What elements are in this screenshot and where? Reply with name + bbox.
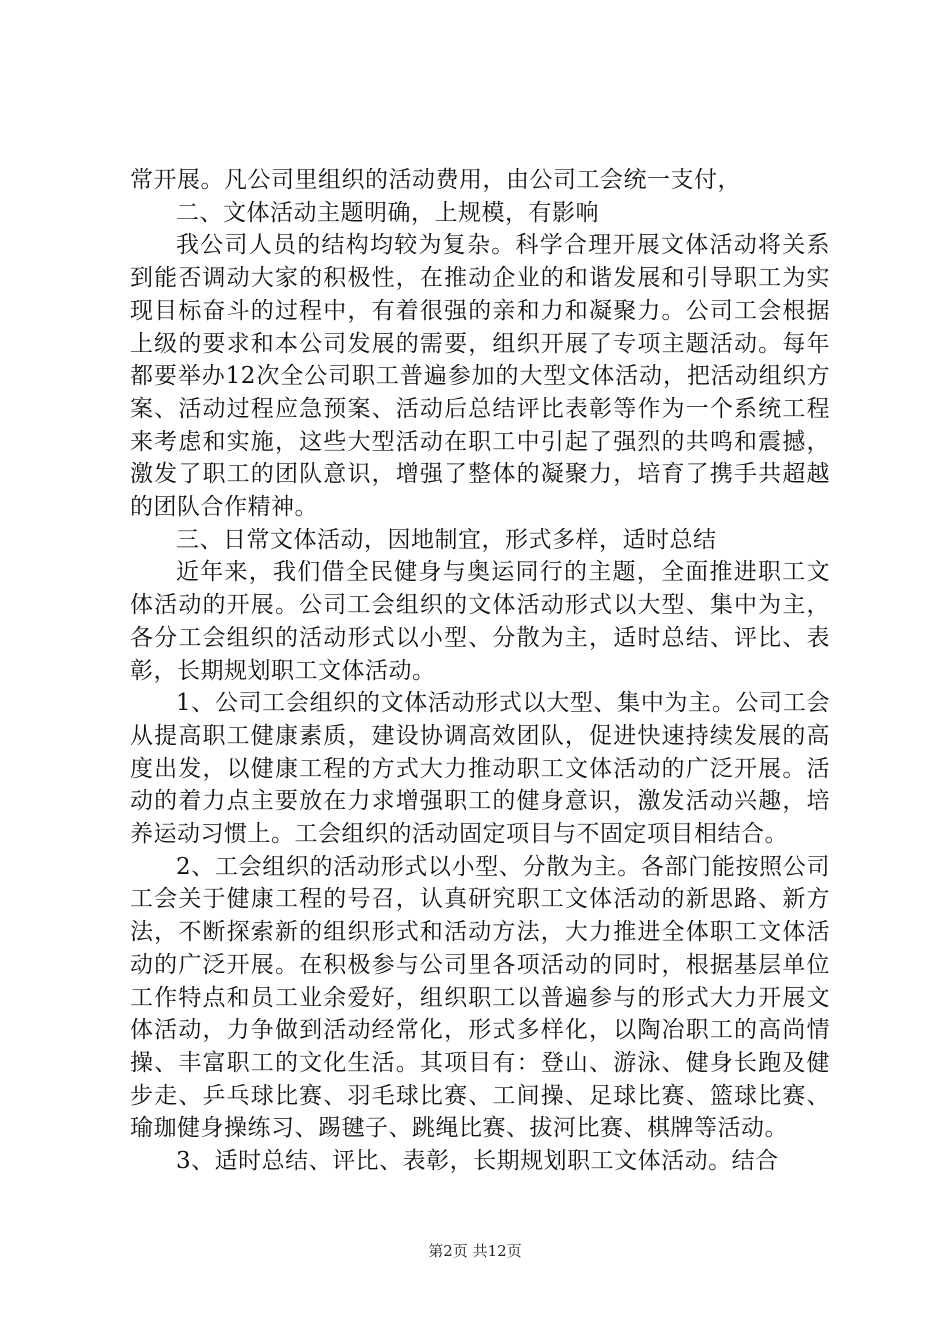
list-item-3: 3、适时总结、评比、表彰，长期规划职工文体活动。结合 (176, 1148, 779, 1175)
page-footer (0, 1240, 950, 1261)
section-heading-2: 二、文体活动主题明确，上规模，有影响 (176, 199, 599, 226)
page-number-label: 第2页 共12页 (428, 1242, 522, 1260)
list-item-1: 1、公司工会组织的文体活动形式以大型、集中为主。公司工会从提高职工健康素质，建设协调高效团队，促进快速持续发展的高度出发，以健康工程的方式大力推动职工文体活动的广泛开展。活动的着力点主要放在力求增强职工的健身意识，激发活动兴趣，培养运动习惯上。工会组织的活动固定项目与不固定项目相结合。 (130, 690, 830, 848)
document-body (130, 164, 830, 1178)
paragraph: 近年来，我们借全民健身与奥运同行的主题，全面推进职工文体活动的开展。公司工会组织的文体活动形式以大型、集中为主，各分工会组织的活动形式以小型、分散为主，适时总结、评比、表彰，长期规划职工文体活动。 (130, 559, 830, 684)
paragraph: 我公司人员的结构均较为复杂。科学合理开展文体活动将关系到能否调动大家的积极性，在推动企业的和谐发展和引导职工为实现目标奋斗的过程中，有着很强的亲和力和凝聚力。公司工会根据上级的要求和本公司发展的需要，组织开展了专项主题活动。每年都要举办12次全公司职工普遍参加的大型文体活动，把活动组织方案、活动过程应急预案、活动后总结评比表彰等作为一个系统工程来考虑和实施，这些大型活动在职工中引起了强烈的共鸣和震撼，激发了职工的团队意识，增强了整体的凝聚力，培育了携手共超越的团队合作精神。 (130, 232, 830, 521)
section-heading-3: 三、日常文体活动，因地制宜，形式多样，适时总结 (176, 526, 717, 553)
paragraph-continuation: 常开展。凡公司里组织的活动费用，由公司工会统一支付， (130, 167, 741, 193)
list-item-2: 2、工会组织的活动形式以小型、分散为主。各部门能按照公司工会关于健康工程的号召，认真研究职工文体活动的新思路、新方法，不断探索新的组织形式和活动方法，大力推进全体职工文体活动的广泛开展。在积极参与公司里各项活动的同时，根据基层单位工作特点和员工业余爱好，组织职工以普遍参与的形式大力开展文体活动，力争做到活动经常化，形式多样化，以陶冶职工的高尚情操、丰富职工的文化生活。其项目有：登山、游泳、健身长跑及健步走、乒乓球比赛、羽毛球比赛、工间操、足球比赛、篮球比赛、瑜珈健身操练习、踢毽子、跳绳比赛、拔河比赛、棋牌等活动。 (130, 853, 830, 1142)
